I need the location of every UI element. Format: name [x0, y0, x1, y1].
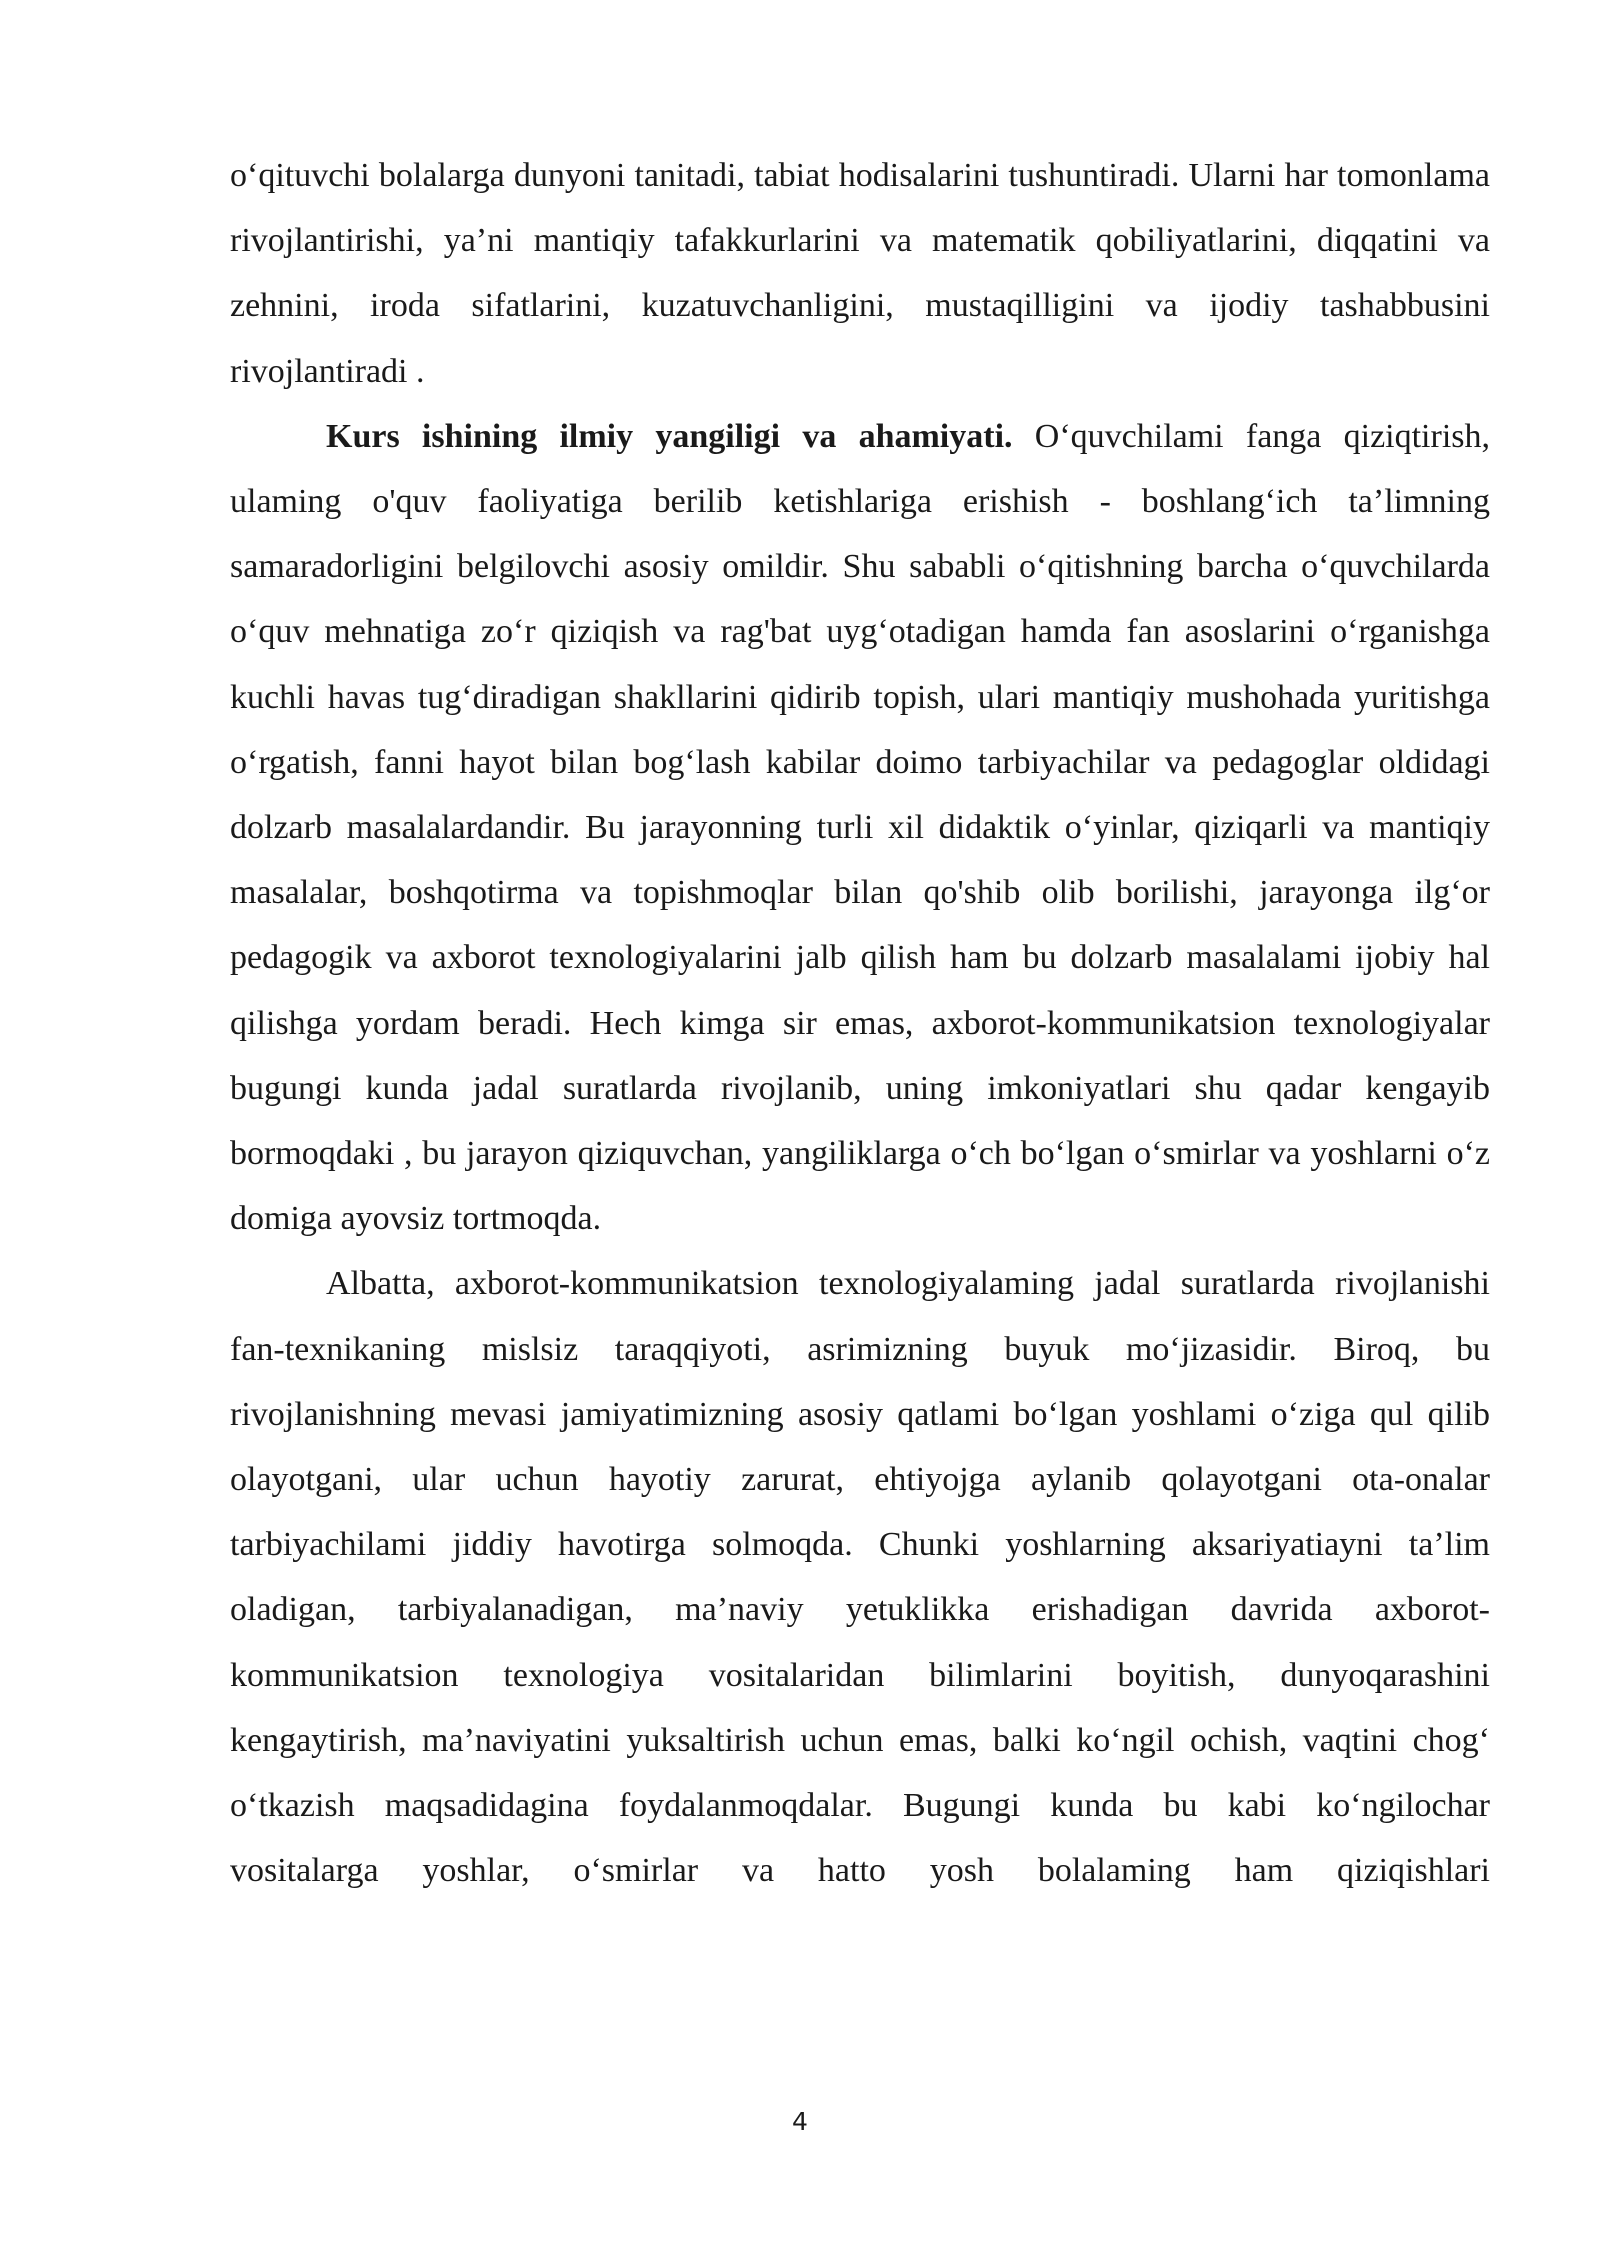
- paragraph-intro: [230, 143, 1490, 404]
- paragraph-text: O‘quvchilami fanga qiziqtirish, ulaming o'quv faoliyatiga berilib ketishlariga erishish - boshlang‘ich ta’limning samaradorligini belgilovchi asosiy omildir. Shu sababli o‘qitishning barcha o‘quvchilarda o‘quv mehnatiga zo‘r qiziqish va rag'bat uyg‘otadigan hamda fan asoslarini o‘rganishga kuchli havas tug‘diradigan shakllarini qidirib topish, ulari mantiqiy mushohada yuritishga o‘rgatish, fanni hayot bilan bog‘lash kabilar doimo tarbiyachilar va pedagoglar oldidagi dolzarb masalalardandir. Bu jarayonning turli xil didaktik o‘yinlar, qiziqarli va mantiqiy masalalar, boshqotirma va topishmoqlar bilan qo'shib olib borilishi, jarayonga ilg‘or pedagogik va axborot texnologiyalarini jalb qilish ham bu dolzarb masalalami ijobiy hal qilishga yordam beradi. Hech kimga sir emas, axborot-kommunikatsion texnologiyalar bugungi kunda jadal suratlarda rivojlanib, uning imkoniyatlari shu qadar kengayib bormoqdaki , bu jarayon qiziquvchan, yangiliklarga o‘ch bo‘lgan o‘smirlar va yoshlarni o‘z domiga ayovsiz tortmoqda.: [230, 417, 1490, 1238]
- paragraph-novelty: [230, 404, 1490, 1252]
- document-body: [230, 143, 1490, 1903]
- paragraph-text: o‘qituvchi bolalarga dunyoni tanitadi, tabiat hodisalarini tushuntiradi. Ularni har tomonlama rivojlantirishi, ya’ni mantiqiy tafakkurlarini va matematik qobiliyatlarini, diqqatini va zehnini, iroda sifatlarini, kuzatuvchanligini, mustaqilligini va ijodiy tashabbusini rivojlantiradi .: [230, 157, 1490, 390]
- paragraph-ict: [230, 1251, 1490, 1903]
- section-heading: Kurs ishining ilmiy yangiligi va ahamiyati.: [326, 417, 1013, 455]
- page-number: 4: [792, 2107, 808, 2136]
- paragraph-text: Albatta, axborot-kommunikatsion texnologiyalaming jadal suratlarda rivojlanishi fan-texnikaning mislsiz taraqqiyoti, asrimizning buyuk mo‘jizasidir. Biroq, bu rivojlanishning mevasi jamiyatimizning asosiy qatlami bo‘lgan yoshlami o‘ziga qul qilib olayotgani, ular uchun hayotiy zarurat, ehtiyojga aylanib qolayotgani ota-onalar tarbiyachilami jiddiy havotirga solmoqda. Chunki yoshlarning aksariyatiayni ta’lim oladigan, tarbiyalanadigan, ma’naviy yetuklikka erishadigan davrida axborot-kommunikatsion texnologiya vositalaridan bilimlarini boyitish, dunyoqarashini kengaytirish, ma’naviyatini yuksaltirish uchun emas, balki ko‘ngil ochish, vaqtini chog‘ o‘tkazish maqsadidagina foydalanmoqdalar. Bugungi kunda bu kabi ko‘ngilochar vositalarga yoshlar, o‘smirlar va hatto yosh bolalaming ham qiziqishlari: [230, 1265, 1490, 1890]
